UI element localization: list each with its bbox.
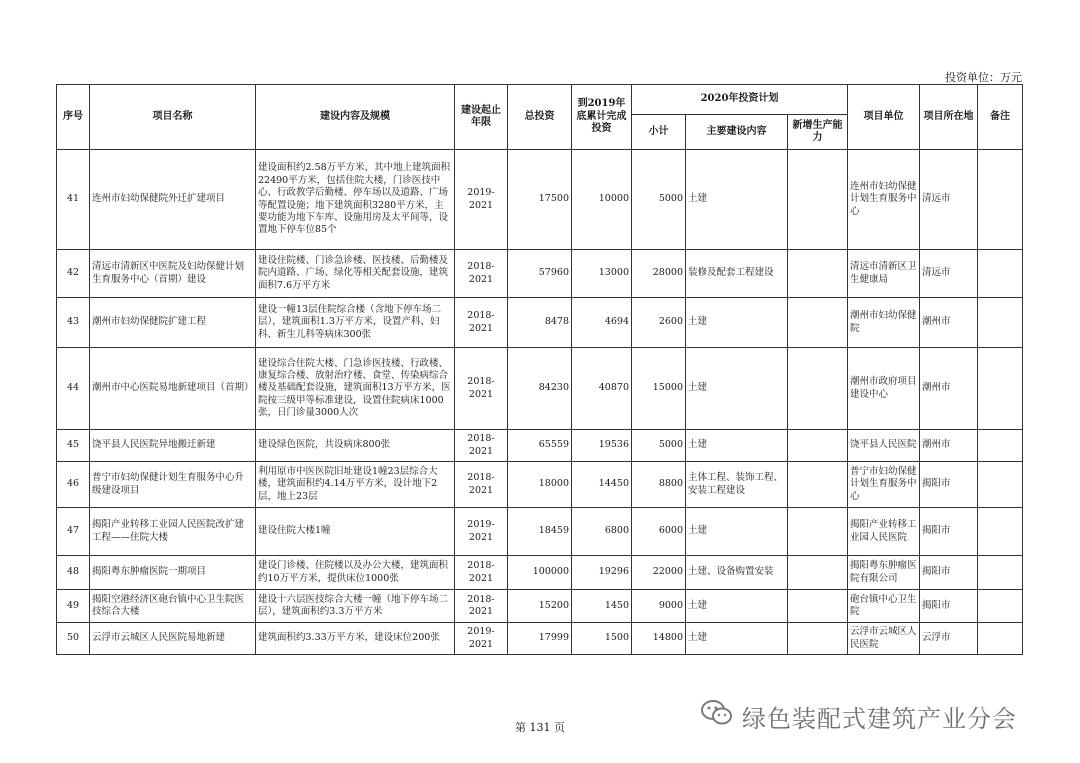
table-row bbox=[57, 348, 1023, 430]
cell-period: 2019-2021 bbox=[455, 623, 508, 655]
cell-remark bbox=[978, 623, 1023, 655]
cell-location: 潮州市 bbox=[920, 298, 978, 348]
cell-seq: 44 bbox=[57, 348, 90, 430]
cell-cum2019: 4694 bbox=[572, 298, 632, 348]
cell-capacity bbox=[788, 430, 848, 462]
cell-unit: 普宁市妇幼保健计划生育服务中心 bbox=[848, 462, 920, 508]
table-row bbox=[57, 556, 1023, 590]
cell-cum2019: 13000 bbox=[572, 250, 632, 298]
cell-subtotal: 14800 bbox=[632, 623, 686, 655]
cell-seq: 41 bbox=[57, 150, 90, 250]
cell-subtotal: 15000 bbox=[632, 348, 686, 430]
cell-location: 揭阳市 bbox=[920, 590, 978, 623]
cell-subtotal: 2600 bbox=[632, 298, 686, 348]
table-row bbox=[57, 508, 1023, 556]
cell-location: 清远市 bbox=[920, 150, 978, 250]
cell-seq: 50 bbox=[57, 623, 90, 655]
cell-content: 建设面积约2.58万平方米，其中地上建筑面积22490平方米，包括住院大楼，门诊医技中心、行政教学后勤楼、停车场以及道路、广场等配置设施；地下建筑面积3280平方米，主要功能为地下车库、设施用房及太平间等，设置地下停车位85个 bbox=[256, 150, 455, 250]
cell-main-content: 土建 bbox=[686, 508, 788, 556]
table-row bbox=[57, 150, 1023, 250]
header-capacity: 新增生产能力 bbox=[788, 115, 848, 150]
cell-unit: 砲台镇中心卫生院 bbox=[848, 590, 920, 623]
cell-content: 建筑面积约3.33万平方米，建设床位200张 bbox=[256, 623, 455, 655]
cell-total: 84230 bbox=[508, 348, 572, 430]
table-row bbox=[57, 462, 1023, 508]
header-total: 总投资 bbox=[508, 85, 572, 150]
investment-plan-table bbox=[56, 84, 1023, 655]
cell-cum2019: 6800 bbox=[572, 508, 632, 556]
cell-subtotal: 22000 bbox=[632, 556, 686, 590]
cell-location: 云浮市 bbox=[920, 623, 978, 655]
table-row bbox=[57, 430, 1023, 462]
cell-total: 8478 bbox=[508, 298, 572, 348]
cell-period: 2018-2021 bbox=[455, 590, 508, 623]
cell-unit: 揭阳粤东肿瘤医院有限公司 bbox=[848, 556, 920, 590]
cell-period: 2019-2021 bbox=[455, 508, 508, 556]
cell-project-name: 普宁市妇幼保健计划生育服务中心升级建设项目 bbox=[90, 462, 256, 508]
table-row bbox=[57, 250, 1023, 298]
cell-project-name: 潮州市中心医院易地新建项目（首期） bbox=[90, 348, 256, 430]
cell-project-name: 揭阳空港经济区砲台镇中心卫生院医技综合大楼 bbox=[90, 590, 256, 623]
cell-content: 建设门诊楼、住院楼以及办公大楼，建筑面积约10万平方米，提供床位1000张 bbox=[256, 556, 455, 590]
cell-cum2019: 10000 bbox=[572, 150, 632, 250]
cell-period: 2019-2021 bbox=[455, 150, 508, 250]
cell-subtotal: 28000 bbox=[632, 250, 686, 298]
cell-remark bbox=[978, 556, 1023, 590]
cell-capacity bbox=[788, 508, 848, 556]
cell-unit: 连州市妇幼保健计划生育服务中心 bbox=[848, 150, 920, 250]
cell-remark bbox=[978, 430, 1023, 462]
cell-main-content: 主体工程、装饰工程、安装工程建设 bbox=[686, 462, 788, 508]
cell-location: 揭阳市 bbox=[920, 556, 978, 590]
cell-cum2019: 19296 bbox=[572, 556, 632, 590]
cell-total: 57960 bbox=[508, 250, 572, 298]
cell-capacity bbox=[788, 462, 848, 508]
cell-project-name: 清远市清新区中医院及妇幼保健计划生育服务中心（首期）建设 bbox=[90, 250, 256, 298]
cell-total: 65559 bbox=[508, 430, 572, 462]
cell-content: 利用原市中医医院旧址建设1幢23层综合大楼，建筑面积约4.14万平方米，设计地下2层，地上23层 bbox=[256, 462, 455, 508]
cell-unit: 潮州市政府项目建设中心 bbox=[848, 348, 920, 430]
cell-location: 潮州市 bbox=[920, 348, 978, 430]
cell-period: 2018-2021 bbox=[455, 430, 508, 462]
cell-seq: 43 bbox=[57, 298, 90, 348]
cell-unit: 饶平县人民医院 bbox=[848, 430, 920, 462]
cell-remark bbox=[978, 298, 1023, 348]
cell-main-content: 土建 bbox=[686, 150, 788, 250]
header-subtotal: 小计 bbox=[632, 115, 686, 150]
header-location: 项目所在地 bbox=[920, 85, 978, 150]
cell-main-content: 土建 bbox=[686, 298, 788, 348]
header-main-content: 主要建设内容 bbox=[686, 115, 788, 150]
cell-capacity bbox=[788, 590, 848, 623]
cell-capacity bbox=[788, 348, 848, 430]
cell-content: 建设十六层医技综合大楼一幢（地下停车场二层），建筑面积约3.3万平方米 bbox=[256, 590, 455, 623]
cell-location: 揭阳市 bbox=[920, 462, 978, 508]
cell-cum2019: 1500 bbox=[572, 623, 632, 655]
cell-location: 清远市 bbox=[920, 250, 978, 298]
cell-project-name: 连州市妇幼保健院外迁扩建项目 bbox=[90, 150, 256, 250]
cell-total: 100000 bbox=[508, 556, 572, 590]
cell-main-content: 装修及配套工程建设 bbox=[686, 250, 788, 298]
cell-seq: 47 bbox=[57, 508, 90, 556]
header-cum2019: 到2019年底累计完成投资 bbox=[572, 85, 632, 150]
table-row bbox=[57, 590, 1023, 623]
investment-unit-label: 投资单位：万元 bbox=[945, 71, 1022, 84]
header-unit: 项目单位 bbox=[848, 85, 920, 150]
page-number: 第 131 页 bbox=[515, 721, 565, 734]
cell-cum2019: 19536 bbox=[572, 430, 632, 462]
cell-subtotal: 5000 bbox=[632, 150, 686, 250]
header-remark: 备注 bbox=[978, 85, 1023, 150]
cell-remark bbox=[978, 348, 1023, 430]
cell-location: 潮州市 bbox=[920, 430, 978, 462]
cell-subtotal: 9000 bbox=[632, 590, 686, 623]
cell-subtotal: 6000 bbox=[632, 508, 686, 556]
cell-period: 2018-2021 bbox=[455, 348, 508, 430]
cell-capacity bbox=[788, 150, 848, 250]
cell-seq: 49 bbox=[57, 590, 90, 623]
cell-cum2019: 1450 bbox=[572, 590, 632, 623]
cell-capacity bbox=[788, 556, 848, 590]
cell-unit: 清远市清新区卫生健康局 bbox=[848, 250, 920, 298]
cell-content: 建设一幢13层住院综合楼（含地下停车场二层），建筑面积1.3万平方米，设置产科、妇科、新生儿科等病床300张 bbox=[256, 298, 455, 348]
header-plan2020: 2020年投资计划 bbox=[632, 85, 848, 115]
cell-remark bbox=[978, 590, 1023, 623]
cell-period: 2018-2021 bbox=[455, 250, 508, 298]
cell-location: 揭阳市 bbox=[920, 508, 978, 556]
cell-project-name: 云浮市云城区人民医院易地新建 bbox=[90, 623, 256, 655]
cell-subtotal: 8800 bbox=[632, 462, 686, 508]
cell-period: 2018-2021 bbox=[455, 298, 508, 348]
cell-main-content: 土建 bbox=[686, 430, 788, 462]
cell-cum2019: 14450 bbox=[572, 462, 632, 508]
cell-main-content: 土建、设备购置安装 bbox=[686, 556, 788, 590]
cell-content: 建设住院大楼1幢 bbox=[256, 508, 455, 556]
cell-total: 15200 bbox=[508, 590, 572, 623]
cell-total: 17500 bbox=[508, 150, 572, 250]
cell-capacity bbox=[788, 250, 848, 298]
cell-remark bbox=[978, 250, 1023, 298]
cell-unit: 潮州市妇幼保健院 bbox=[848, 298, 920, 348]
table-row bbox=[57, 623, 1023, 655]
cell-period: 2018-2021 bbox=[455, 462, 508, 508]
cell-main-content: 土建 bbox=[686, 590, 788, 623]
header-seq: 序号 bbox=[57, 85, 90, 150]
cell-capacity bbox=[788, 623, 848, 655]
cell-project-name: 潮州市妇幼保健院扩建工程 bbox=[90, 298, 256, 348]
cell-seq: 48 bbox=[57, 556, 90, 590]
cell-remark bbox=[978, 150, 1023, 250]
cell-period: 2018-2021 bbox=[455, 556, 508, 590]
cell-project-name: 揭阳粤东肿瘤医院一期项目 bbox=[90, 556, 256, 590]
cell-cum2019: 40870 bbox=[572, 348, 632, 430]
cell-remark bbox=[978, 508, 1023, 556]
header-period: 建设起止年限 bbox=[455, 85, 508, 150]
cell-main-content: 土建 bbox=[686, 348, 788, 430]
header-project-name: 项目名称 bbox=[90, 85, 256, 150]
cell-seq: 42 bbox=[57, 250, 90, 298]
cell-seq: 45 bbox=[57, 430, 90, 462]
cell-content: 建设综合住院大楼、门急诊医技楼、行政楼、康复综合楼、放射治疗楼、食堂、传染病综合楼及基础配套设施，建筑面积13万平方米，医院按三级甲等标准建设，设置住院病床1000张，日门诊量3000人次 bbox=[256, 348, 455, 430]
cell-unit: 揭阳产业转移工业园人民医院 bbox=[848, 508, 920, 556]
cell-total: 17999 bbox=[508, 623, 572, 655]
cell-content: 建设绿色医院，共设病床800张 bbox=[256, 430, 455, 462]
cell-seq: 46 bbox=[57, 462, 90, 508]
cell-remark bbox=[978, 462, 1023, 508]
cell-main-content: 土建 bbox=[686, 623, 788, 655]
watermark-text: 绿色装配式建筑产业分会 bbox=[742, 704, 1017, 733]
header-content: 建设内容及规模 bbox=[256, 85, 455, 150]
cell-unit: 云浮市云城区人民医院 bbox=[848, 623, 920, 655]
cell-total: 18000 bbox=[508, 462, 572, 508]
cell-capacity bbox=[788, 298, 848, 348]
cell-project-name: 揭阳产业转移工业园人民医院改扩建工程——住院大楼 bbox=[90, 508, 256, 556]
cell-subtotal: 5000 bbox=[632, 430, 686, 462]
cell-content: 建设住院楼、门诊急诊楼、医技楼、后勤楼及院内道路、广场、绿化等相关配套设施，建筑面积7.6万平方米 bbox=[256, 250, 455, 298]
cell-project-name: 饶平县人民医院异地搬迁新建 bbox=[90, 430, 256, 462]
table-row bbox=[57, 298, 1023, 348]
cell-total: 18459 bbox=[508, 508, 572, 556]
